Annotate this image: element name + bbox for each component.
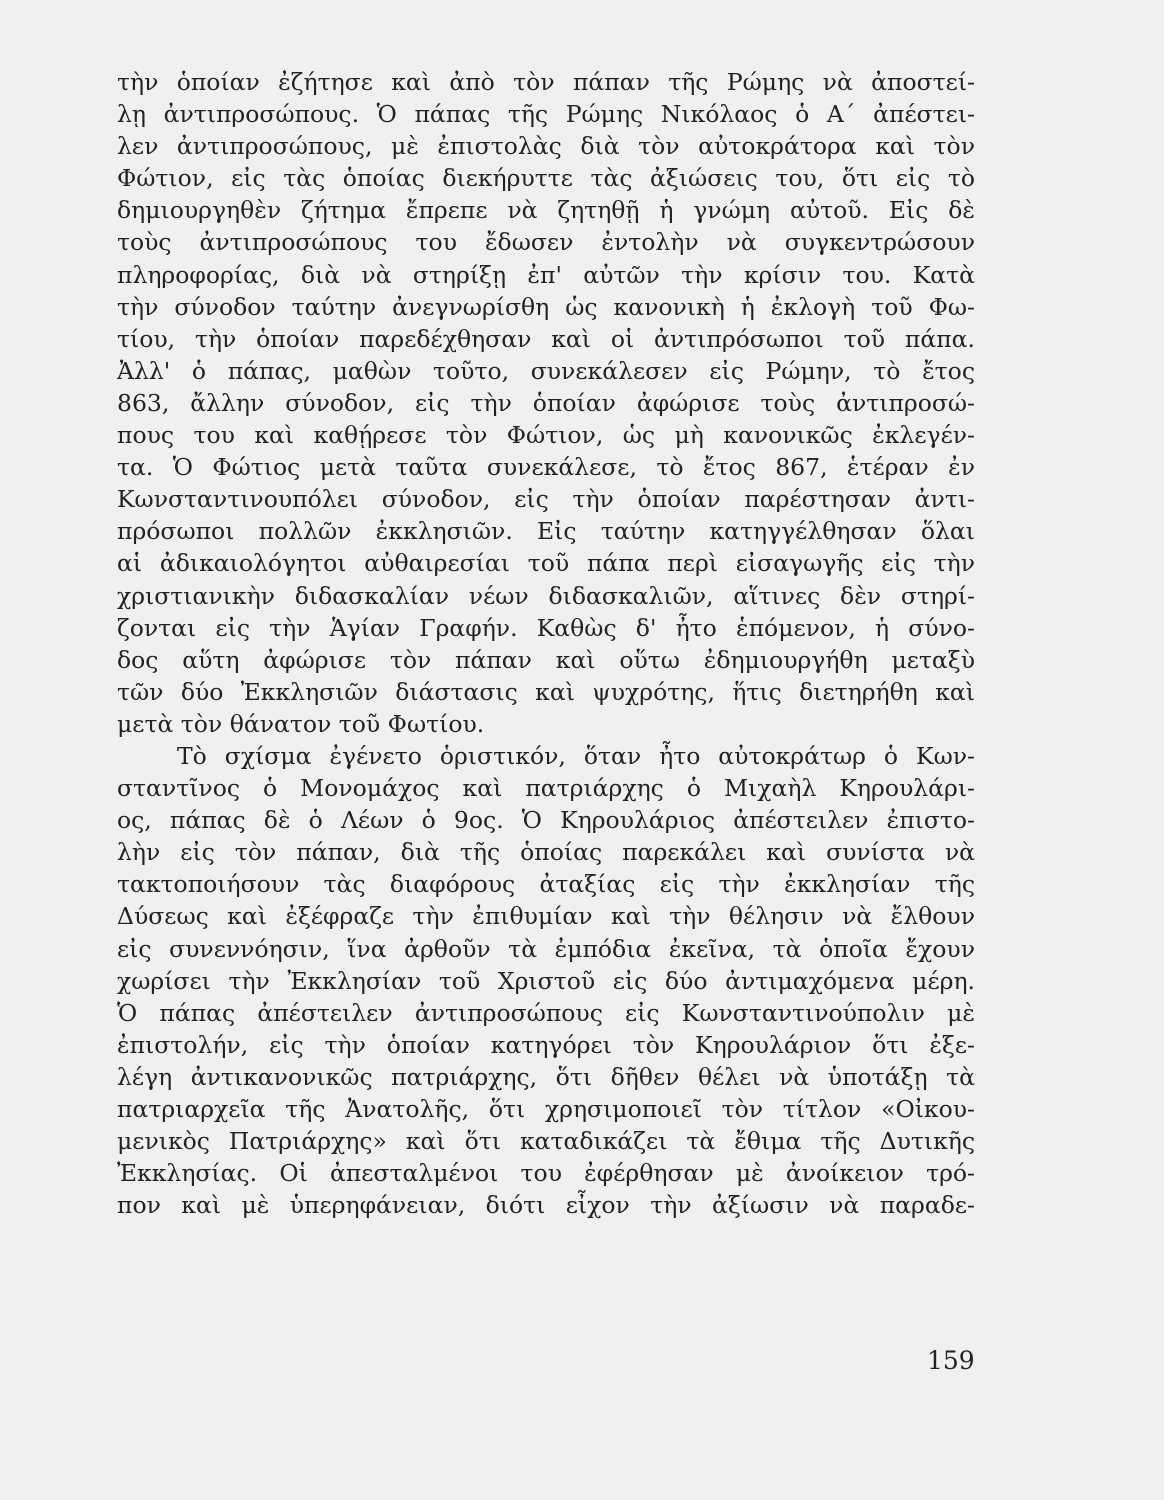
text-line: Κωνσταντινουπόλει σύνοδον, εἰς τὴν ὁποίαν παρέστησαν ἀντι- <box>117 485 975 514</box>
text-line: Ἐκκλησίας. Οἱ ἀπεσταλμένοι του ἐφέρθησαν μὲ ἀνοίκειον τρό- <box>117 1159 975 1188</box>
text-line: τὴν σύνοδον ταύτην ἀνεγνωρίσθη ὡς κανονικὴ ἡ ἐκλογὴ τοῦ Φω- <box>117 292 975 321</box>
text-line: τακτοποιήσουν τὰς διαφόρους ἀταξίας εἰς τὴν ἐκκλησίαν τῆς <box>117 870 975 899</box>
text-line: Δύσεως καὶ ἐξέφραζε τὴν ἐπιθυμίαν καὶ τὴν θέλησιν νὰ ἔλθουν <box>117 902 975 931</box>
text-line: δημιουργηθὲν ζήτημα ἔπρεπε νὰ ζητηθῇ ἡ γνώμη αὐτοῦ. Εἰς δὲ <box>117 196 975 225</box>
text-line: σταντῖνος ὁ Μονομάχος καὶ πατριάρχης ὁ Μιχαὴλ Κηρουλάρι- <box>117 774 975 803</box>
paragraph-end-line: μετὰ τὸν θάνατον τοῦ Φωτίου. <box>117 709 485 738</box>
text-line: λέγη ἀντικανονικῶς πατριάρχης, ὅτι δῆθεν θέλει νὰ ὑποτάξῃ τὰ <box>117 1062 975 1091</box>
text-line: δος αὕτη ἀφώρισε τὸν πάπαν καὶ οὕτω ἐδημιουργήθη μεταξὺ <box>117 645 975 674</box>
text-line: Ἀλλ' ὁ πάπας, μαθὼν τοῦτο, συνεκάλεσεν εἰς Ρώμην, τὸ ἔτος <box>117 356 975 385</box>
text-line: λὴν εἰς τὸν πάπαν, διὰ τῆς ὁποίας παρεκάλει καὶ συνίστα νὰ <box>117 838 975 867</box>
text-line: Ὁ πάπας ἀπέστειλεν ἀντιπροσώπους εἰς Κωνσταντινούπολιν μὲ <box>117 998 975 1027</box>
text-line: ος, πάπας δὲ ὁ Λέων ὁ 9ος. Ὁ Κηρουλάριος ἀπέστειλεν ἐπιστο- <box>117 806 975 835</box>
text-line: μενικὸς Πατριάρχης» καὶ ὅτι καταδικάζει τὰ ἔθιμα τῆς Δυτικῆς <box>117 1127 975 1156</box>
text-line: τῶν δύο Ἐκκλησιῶν διάστασις καὶ ψυχρότης, ἥτις διετηρήθη καὶ <box>117 677 975 706</box>
text-line: πρόσωποι πολλῶν ἐκκλησιῶν. Εἰς ταύτην κατηγγέλθησαν ὅλαι <box>117 517 975 546</box>
text-line: τίου, τὴν ὁποίαν παρεδέχθησαν καὶ οἱ ἀντιπρόσωποι τοῦ πάπα. <box>117 324 975 353</box>
text-line: λεν ἀντιπροσώπους, μὲ ἐπιστολὰς διὰ τὸν αὐτοκράτορα καὶ τὸν <box>117 132 975 161</box>
paragraph-start-line: Τὸ σχίσμα ἐγένετο ὁριστικόν, ὅταν ἦτο αὐτοκράτωρ ὁ Κων- <box>177 741 975 770</box>
text-line: τὴν ὁποίαν ἐζήτησε καὶ ἀπὸ τὸν πάπαν τῆς Ρώμης νὰ ἀποστεί- <box>117 68 975 96</box>
page-number: 159 <box>927 1346 975 1375</box>
text-line: τοὺς ἀντιπροσώπους του ἔδωσεν ἐντολὴν νὰ συγκεντρώσουν <box>117 228 975 257</box>
text-line: ζονται εἰς τὴν Ἁγίαν Γραφήν. Καθὼς δ' ἦτο ἑπόμενον, ἡ σύνο- <box>117 613 975 642</box>
text-line: χωρίσει τὴν Ἐκκλησίαν τοῦ Χριστοῦ εἰς δύο ἀντιμαχόμενα μέρη. <box>117 966 975 995</box>
text-line: Φώτιον, εἰς τὰς ὁποίας διεκήρυττε τὰς ἀξιώσεις του, ὅτι εἰς τὸ <box>117 164 975 193</box>
text-line: ἐπιστολήν, εἰς τὴν ὁποίαν κατηγόρει τὸν Κηρουλάριον ὅτι ἐξε- <box>117 1030 975 1059</box>
text-line: τα. Ὁ Φώτιος μετὰ ταῦτα συνεκάλεσε, τὸ ἔτος 867, ἑτέραν ἐν <box>117 453 975 482</box>
text-line: 863, ἄλλην σύνοδον, εἰς τὴν ὁποίαν ἀφώρισε τοὺς ἀντιπροσώ- <box>117 388 975 417</box>
text-line: αἱ ἀδικαιολόγητοι αὐθαιρεσίαι τοῦ πάπα περὶ εἰσαγωγῆς εἰς τὴν <box>117 549 975 578</box>
text-line: πους του καὶ καθῄρεσε τὸν Φώτιον, ὡς μὴ κανονικῶς ἐκλεγέν- <box>117 421 975 450</box>
text-line: εἰς συνεννόησιν, ἵνα ἀρθοῦν τὰ ἐμπόδια ἐκεῖνα, τὰ ὁποῖα ἔχουν <box>117 934 975 963</box>
text-line: χριστιανικὴν διδασκαλίαν νέων διδασκαλιῶν, αἵτινες δὲν στηρί- <box>117 581 975 610</box>
text-line: πον καὶ μὲ ὑπερηφάνειαν, διότι εἶχον τὴν ἀξίωσιν νὰ παραδε- <box>117 1191 975 1220</box>
text-line: πληροφορίας, διὰ νὰ στηρίξῃ ἐπ' αὐτῶν τὴν κρίσιν του. Κατὰ <box>117 260 975 289</box>
text-line: λῃ ἀντιπροσώπους. Ὁ πάπας τῆς Ρώμης Νικόλαος ὁ Α΄ ἀπέστει- <box>117 100 975 129</box>
text-line: πατριαρχεῖα τῆς Ἀνατολῆς, ὅτι χρησιμοποιεῖ τὸν τίτλον «Οἰκου- <box>117 1095 975 1123</box>
body-text <box>117 66 975 1221</box>
